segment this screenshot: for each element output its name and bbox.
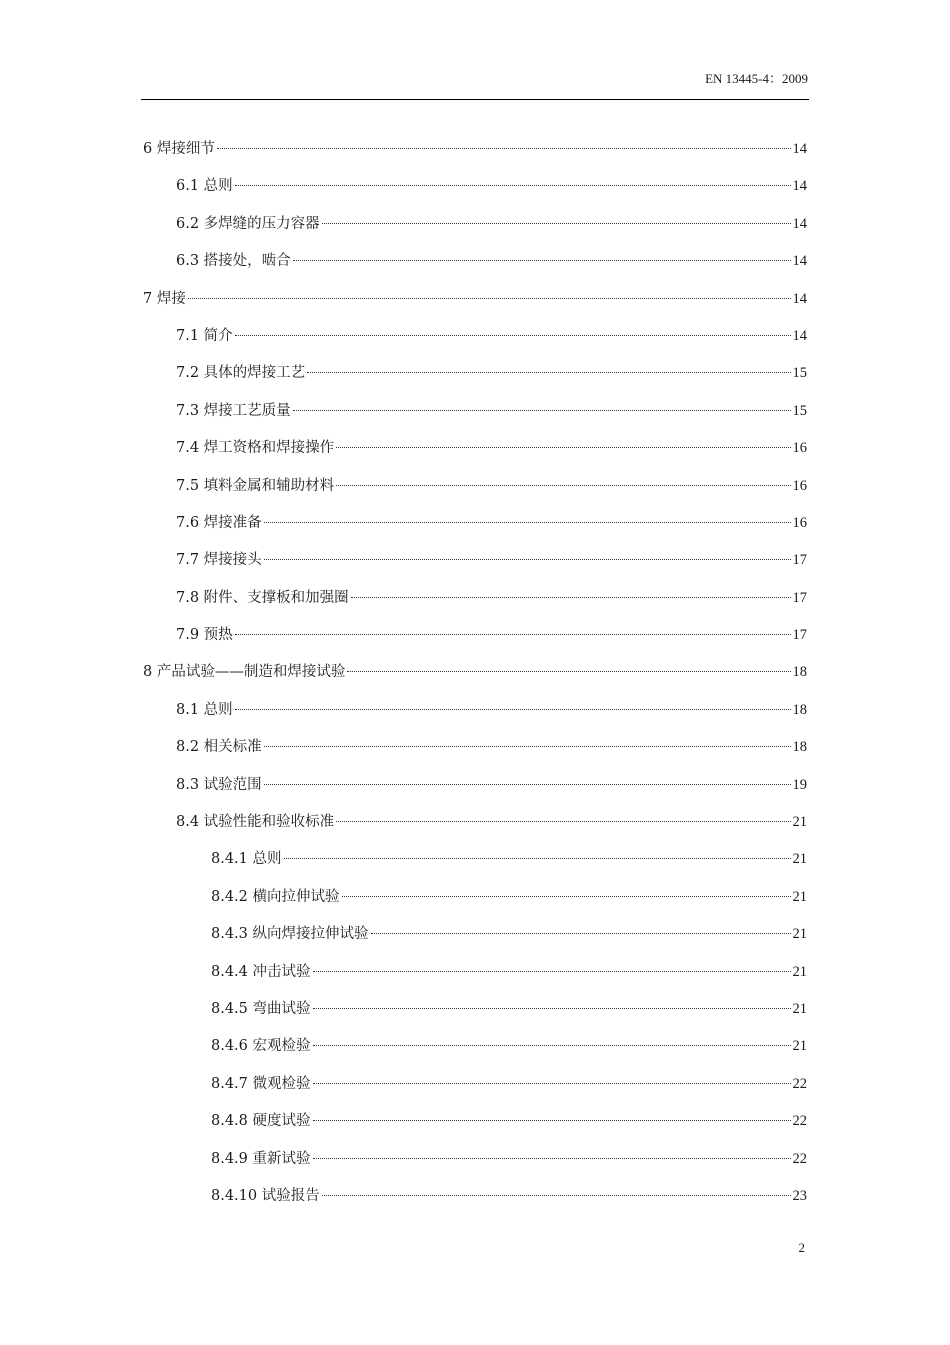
toc-leader-dots [371,933,791,934]
toc-entry-page: 21 [792,1000,807,1017]
toc-entry[interactable] [143,848,807,885]
toc-leader-dots [264,784,791,785]
toc-entry[interactable] [143,250,807,287]
toc-entry-title: 8.4.8 硬度试验 [211,1113,311,1130]
toc-leader-dots [235,335,791,336]
toc-leader-dots [336,447,790,448]
toc-entry[interactable] [143,624,807,661]
toc-leader-dots [217,148,791,149]
toc-entry[interactable] [143,325,807,362]
toc-entry-page: 14 [792,253,807,270]
toc-entry-page: 18 [792,701,807,718]
toc-entry-title: 8.4.5 弯曲试验 [211,1000,311,1017]
toc-entry-page: 16 [792,440,807,457]
toc-leader-dots [264,559,791,560]
toc-entry-title: 8.4.1 总则 [211,851,282,868]
toc-entry[interactable] [143,1035,807,1072]
toc-entry[interactable] [143,736,807,773]
table-of-contents [143,138,807,1222]
toc-leader-dots [313,1045,791,1046]
toc-entry-page: 17 [792,589,807,606]
toc-leader-dots [313,971,791,972]
toc-entry[interactable] [143,1148,807,1185]
toc-entry-title: 8.1 总则 [176,701,233,718]
toc-entry-page: 14 [792,290,807,307]
toc-entry[interactable] [143,362,807,399]
toc-entry-title: 7.3 焊接工艺质量 [176,402,291,419]
toc-entry-page: 22 [792,1075,807,1092]
toc-entry[interactable] [143,1073,807,1110]
toc-leader-dots [313,1158,791,1159]
toc-entry[interactable] [143,138,807,175]
toc-entry[interactable] [143,549,807,586]
toc-entry-title: 6.1 总则 [176,178,233,195]
toc-entry-page: 17 [792,627,807,644]
toc-entry-page: 23 [792,1187,807,1204]
toc-entry[interactable] [143,1185,807,1222]
toc-entry[interactable] [143,886,807,923]
toc-entry-page: 21 [792,851,807,868]
toc-leader-dots [188,298,791,299]
toc-leader-dots [307,372,790,373]
toc-entry[interactable] [143,774,807,811]
toc-leader-dots [235,709,791,710]
toc-entry-title: 8.4.7 微观检验 [211,1075,311,1092]
toc-entry-title: 8.3 试验范围 [176,776,262,793]
toc-entry-title: 8.4.4 冲击试验 [211,963,311,980]
toc-entry-title: 7.5 填料金属和辅助材料 [176,477,335,494]
toc-entry[interactable] [143,437,807,474]
toc-entry-title: 8.4.2 横向拉伸试验 [211,888,340,905]
toc-entry[interactable] [143,288,807,325]
toc-entry-title: 7 焊接 [143,290,186,307]
toc-leader-dots [313,1008,791,1009]
toc-leader-dots [264,522,791,523]
toc-entry[interactable] [143,587,807,624]
toc-entry[interactable] [143,811,807,848]
toc-entry-title: 6.2 多焊缝的压力容器 [176,215,320,232]
toc-entry-page: 15 [792,402,807,419]
toc-entry-title: 8.4.6 宏观检验 [211,1038,311,1055]
toc-leader-dots [293,410,791,411]
toc-leader-dots [351,597,791,598]
toc-entry-page: 21 [792,1038,807,1055]
toc-entry-page: 22 [792,1113,807,1130]
toc-entry-title: 8.4.10 试验报告 [211,1187,320,1204]
toc-entry-page: 18 [792,739,807,756]
toc-entry[interactable] [143,661,807,698]
toc-entry-title: 8.4 试验性能和验收标准 [176,814,335,831]
toc-entry[interactable] [143,961,807,998]
toc-leader-dots [293,260,791,261]
toc-entry-title: 7.6 焊接准备 [176,514,262,531]
toc-entry-page: 16 [792,477,807,494]
toc-entry-page: 14 [792,215,807,232]
toc-entry-title: 7.2 具体的焊接工艺 [176,365,306,382]
toc-entry-title: 7.1 简介 [176,327,233,344]
toc-entry-title: 7.7 焊接接头 [176,552,262,569]
toc-entry-title: 8.4.3 纵向焊接拉伸试验 [211,926,369,943]
toc-leader-dots [235,634,791,635]
toc-leader-dots [322,223,791,224]
toc-entry-title: 6.3 搭接处，啮合 [176,253,291,270]
page-number: 2 [798,1240,805,1255]
toc-entry[interactable] [143,175,807,212]
toc-entry-page: 21 [792,888,807,905]
toc-leader-dots [313,1083,791,1084]
toc-entry-page: 14 [792,327,807,344]
toc-entry[interactable] [143,998,807,1035]
toc-entry[interactable] [143,400,807,437]
toc-leader-dots [347,671,790,672]
document-header: EN 13445-4：2009 [705,71,808,86]
toc-entry-page: 14 [792,178,807,195]
toc-entry[interactable] [143,512,807,549]
toc-entry-page: 14 [792,141,807,157]
toc-entry-title: 8 产品试验——制造和焊接试验 [143,664,346,681]
toc-entry-page: 21 [792,926,807,943]
toc-entry-title: 8.2 相关标准 [176,739,262,756]
toc-leader-dots [264,746,791,747]
toc-entry[interactable] [143,699,807,736]
toc-entry-page: 15 [792,365,807,382]
toc-leader-dots [322,1195,791,1196]
toc-entry-page: 18 [792,664,807,681]
toc-leader-dots [284,858,791,859]
toc-entry-title: 7.8 附件、支撑板和加强圈 [176,589,349,606]
toc-leader-dots [313,1120,791,1121]
toc-entry-page: 21 [792,963,807,980]
toc-entry-title: 8.4.9 重新试验 [211,1150,311,1167]
toc-entry[interactable] [143,923,807,960]
toc-leader-dots [336,821,790,822]
toc-entry-title: 7.9 预热 [176,627,233,644]
toc-entry-page: 22 [792,1150,807,1167]
toc-leader-dots [336,485,790,486]
toc-entry[interactable] [143,1110,807,1147]
toc-entry-page: 19 [792,776,807,793]
toc-leader-dots [235,185,791,186]
toc-entry-title: 7.4 焊工资格和焊接操作 [176,440,335,457]
toc-entry-page: 16 [792,514,807,531]
toc-entry-page: 21 [792,814,807,831]
toc-entry[interactable] [143,213,807,250]
toc-leader-dots [342,896,791,897]
header-rule [141,99,809,100]
toc-entry-page: 17 [792,552,807,569]
toc-entry[interactable] [143,475,807,512]
toc-entry-title: 6 焊接细节 [143,141,215,157]
